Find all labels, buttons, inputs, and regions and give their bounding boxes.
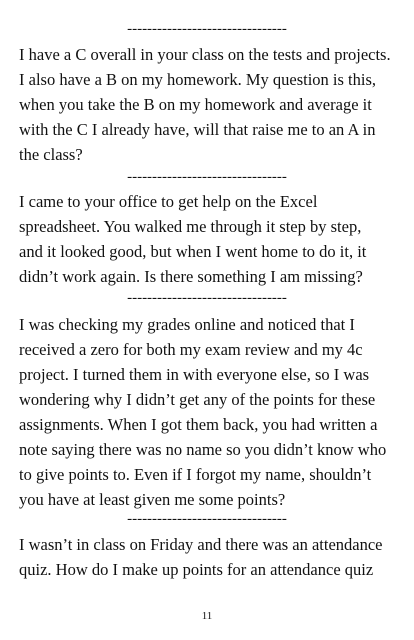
text-line: received a zero for both my exam review and my 4c (19, 340, 363, 359)
text-line: and it looked good, but when I went home to do it, it (19, 242, 367, 261)
text-line: with the C I already have, will that raise me to an A in (19, 120, 376, 139)
text-line: I have a C overall in your class on the tests and projects. (19, 45, 391, 64)
text-line: note saying there was no name so you didn’t know who (19, 440, 387, 459)
text-line: to give points to. Even if I forgot my name, shouldn’t (19, 465, 372, 484)
text-line: I wasn’t in class on Friday and there was an attendance (19, 535, 383, 554)
text-line: assignments. When I got them back, you had written a (19, 415, 378, 434)
text-line: the class? (19, 145, 83, 164)
text-line: when you take the B on my homework and average it (19, 95, 372, 114)
text-line: didn’t work again. Is there something I am missing? (19, 267, 363, 286)
page-number: 11 (201, 610, 213, 622)
text-line: I came to your office to get help on the Excel (19, 192, 318, 211)
text-line: wondering why I didn’t get any of the points for these (19, 390, 376, 409)
text-line: quiz. How do I make up points for an attendance quiz (19, 560, 374, 579)
text-line: project. I turned them in with everyone else, so I was (19, 365, 370, 384)
text-line: you have at least given me some points? (19, 490, 286, 509)
text-line: I also have a B on my homework. My question is this, (19, 70, 377, 89)
separator-line: -------------------------------- (127, 21, 287, 37)
separator-line: -------------------------------- (127, 511, 287, 527)
separator-line: -------------------------------- (127, 169, 287, 185)
text-line: spreadsheet. You walked me through it step by step, (19, 217, 362, 236)
separator-line: -------------------------------- (127, 290, 287, 306)
text-line: I was checking my grades online and noticed that I (19, 315, 355, 334)
